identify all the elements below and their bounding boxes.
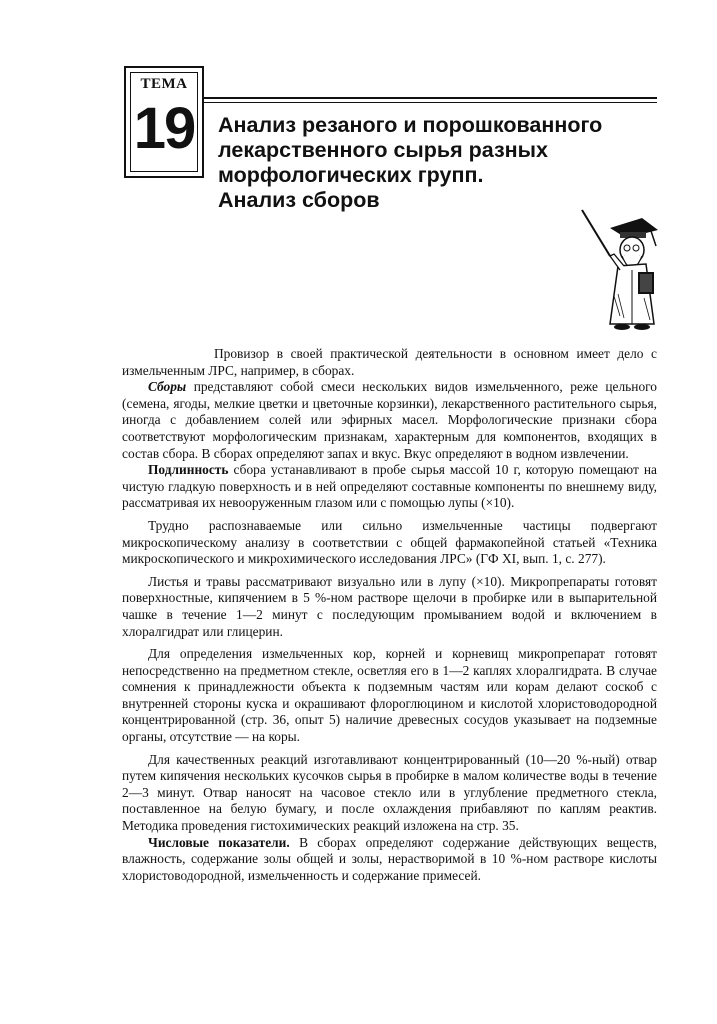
paragraph-text: сбора устанавливают в пробе сырья массой 10 г, которую помещают на чистую гладкую поверхность и в ней определяют составные компоненты по внешнему виду, рассматривая их невооруженным глазом или с помощью лупы (×10). bbox=[122, 462, 657, 511]
term-collections: Сборы bbox=[148, 379, 187, 395]
topic-label: ТЕМА bbox=[140, 76, 188, 92]
paragraph-text: В сборах определяют содержание действующих веществ, влажность, содержание золы общей и золы, нерастворимой в 10 %-ном растворе кислоты хлористоводородной, измельченность и содержание примесей. bbox=[122, 834, 657, 883]
topic-number: 19 bbox=[133, 96, 195, 161]
title-line: Анализ сборов bbox=[218, 188, 380, 212]
term-authenticity: Подлинность bbox=[148, 462, 229, 478]
paragraph-barks-roots: Для определения измельченных кор, корней и корневищ микропрепарат готовят непосредственно на предметном стекле, осветляя его в 1—2 каплях хлоралгидрата. В случае сомнения к принадлежности объекта к подземным частям или корам делают соскоб с внутренней стороны куска и окрашивают флороглюцином и кислотой хлористоводородной концентрированной (стр. 36, опыт 5) наличие древесных сосудов указывает на подземные органы, отсутствие — на коры. bbox=[122, 646, 657, 745]
chapter-title bbox=[218, 113, 648, 213]
header-rule-thin bbox=[204, 102, 657, 103]
title-line: Анализ резаного и порошкованного bbox=[218, 113, 603, 137]
paragraph-leaves: Листья и травы рассматривают визуально или в лупу (×10). Микропрепараты готовят поверхностные, кипячением в 5 %-ном растворе щелочи в пробирке или в выпарительной чашке в течение 1—2 минут с последующим промыванием водой и включением в хлоралгидрат или глицерин. bbox=[122, 573, 657, 639]
paragraph-numeric bbox=[122, 835, 657, 885]
title-line: лекарственного сырья разных bbox=[218, 138, 548, 162]
header-rule bbox=[204, 97, 657, 99]
paragraph-intro: Провизор в своей практической деятельности в основном имеет дело с измельченным ЛРС, например, в сборах. bbox=[122, 346, 657, 378]
topic-box bbox=[124, 66, 204, 178]
body-text bbox=[122, 346, 657, 884]
term-numeric-indicators: Числовые показатели. bbox=[148, 834, 290, 850]
paragraph-authenticity bbox=[122, 462, 657, 512]
title-line: морфологических групп. bbox=[218, 163, 484, 187]
teacher-with-pointer-icon bbox=[580, 206, 662, 332]
paragraph-collections bbox=[122, 379, 657, 462]
paragraph-microscopy: Трудно распознаваемые или сильно измельченные частицы подвергают микроскопическому анализу в соответствии с общей фармакопейной статьей «Техника микроскопического и микрохимического исследования ЛРС» (ГФ XI, вып. 1, с. 277). bbox=[122, 517, 657, 567]
paragraph-reactions: Для качественных реакций изготавливают концентрированный (10—20 %-ный) отвар путем кипячения нескольких кусочков сырья в пробирке в малом количестве воды в течение 2—3 минут. Отвар наносят на часовое стекло или в углубление предметного стекла, поставленное на белую бумагу, и после охлаждения прибавляют по каплям реактив. Методика проведения гистохимических реакций изложена на стр. 35. bbox=[122, 751, 657, 834]
paragraph-text: представляют собой смеси нескольких видов измельченного, реже цельного (семена, ягоды, мелкие цветки и цветочные корзинки), лекарственного растительного сырья, иногда с добавлением солей или эфирных масел. Морфологические признаки сбора соответствуют морфологическим признакам, характерным для компонентов, входящих в состав сбора. В сборах определяют запах и вкус. Вкус определяют в водном извлечении. bbox=[122, 379, 657, 461]
